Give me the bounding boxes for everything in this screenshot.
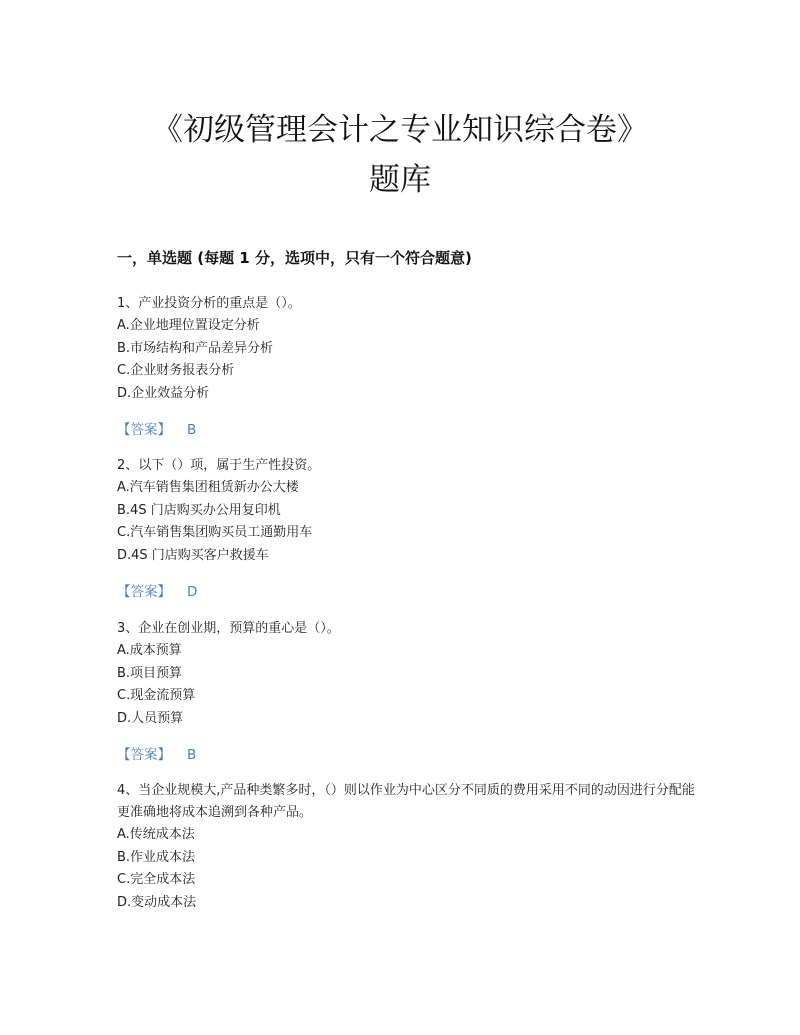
- option-a: A.成本预算: [117, 643, 182, 658]
- document-title-line2: 题库: [369, 162, 431, 198]
- question-stem: 1、产业投资分析的重点是（）。: [117, 296, 301, 311]
- answer-line: [117, 419, 697, 441]
- option-c: C.现金流预算: [117, 688, 196, 703]
- option-c: C.企业财务报表分析: [117, 363, 235, 378]
- option-d: D.企业效益分析: [117, 385, 210, 401]
- answer-line: [117, 581, 697, 603]
- option-a: A.传统成本法: [117, 827, 195, 842]
- answer-value: B: [187, 747, 197, 763]
- option-b: B.市场结构和产品差异分析: [117, 340, 274, 356]
- answer-line: [117, 744, 697, 766]
- question-stem: 3、企业在创业期，预算的重心是（）。: [117, 621, 340, 636]
- document-title-line1: 《初级管理会计之专业知识综合卷》: [152, 112, 648, 148]
- question-1: [117, 293, 697, 441]
- section-heading: 一，单选题 (每题 1 分，选项中，只有一个符合题意): [117, 249, 472, 267]
- answer-label: 【答案】: [117, 584, 171, 600]
- option-d: D.4S 门店购买客户救援车: [117, 547, 269, 563]
- answer-label: 【答案】: [117, 747, 171, 763]
- answer-label: 【答案】: [117, 422, 171, 438]
- question-3: [117, 618, 697, 766]
- answer-value: B: [187, 422, 197, 438]
- question-2: [117, 455, 697, 603]
- option-b: B.作业成本法: [117, 849, 196, 865]
- question-stem: 2、以下（）项，属于生产性投资。: [117, 458, 321, 473]
- question-stem: 4、当企业规模大,产品种类繁多时，（）则以作业为中心区分不同质的费用采用不同的动因进行分配能更准确地将成本追溯到各种产品。: [117, 783, 695, 820]
- option-d: D.人员预算: [117, 710, 184, 726]
- question-4: [117, 780, 697, 914]
- option-c: C.完全成本法: [117, 872, 196, 887]
- option-c: C.汽车销售集团购买员工通勤用车: [117, 525, 313, 540]
- answer-value: D: [187, 584, 198, 600]
- option-b: B.4S 门店购买办公用复印机: [117, 502, 281, 518]
- option-a: A.汽车销售集团租赁新办公大楼: [117, 480, 299, 495]
- option-d: D.变动成本法: [117, 894, 197, 910]
- option-a: A.企业地理位置设定分析: [117, 318, 260, 333]
- option-b: B.项目预算: [117, 665, 183, 681]
